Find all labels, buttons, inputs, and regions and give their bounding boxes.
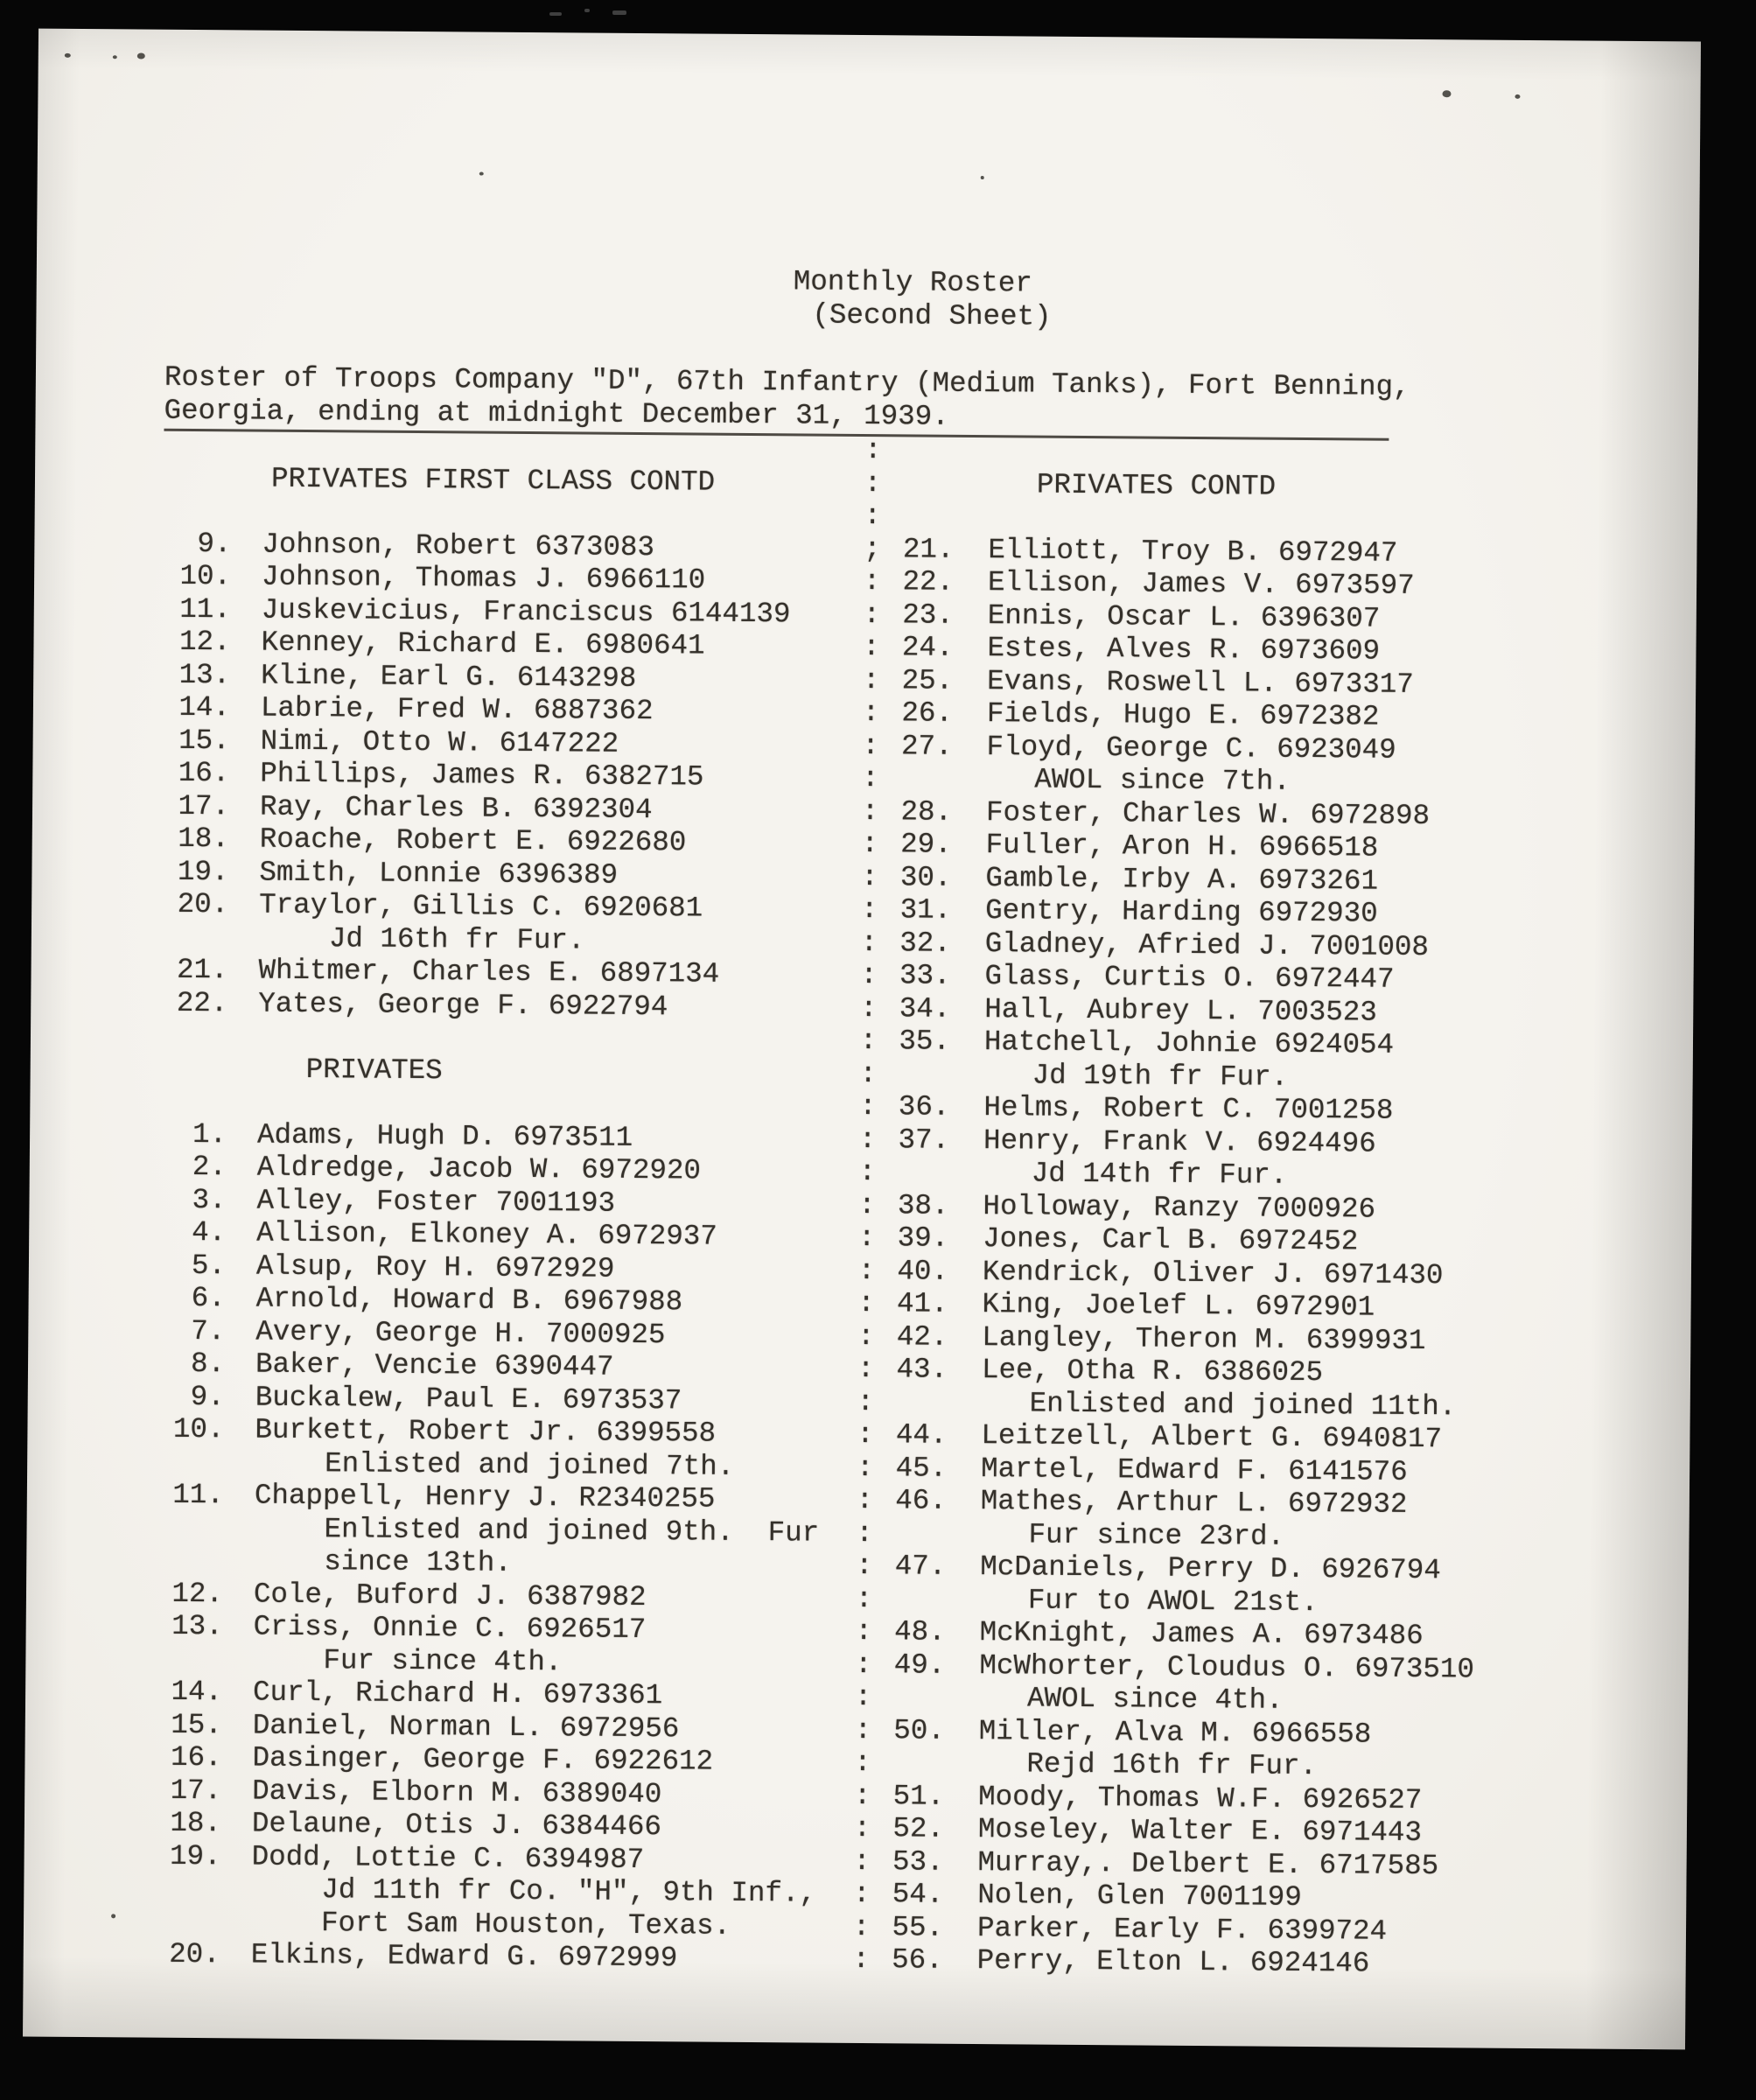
entry-text: Alsup, Roy H. 6972929 [255, 1250, 615, 1285]
entry-text: Avery, George H. 7000925 [255, 1315, 666, 1351]
entry-number: 52. [892, 1812, 945, 1845]
entry-number: 31. [899, 893, 952, 927]
entry-number: 18. [170, 1806, 222, 1840]
entry-text: Langley, Theron M. 6399931 [982, 1320, 1426, 1357]
entry-number: 27. [900, 729, 953, 763]
ink-speck [1442, 90, 1451, 97]
separator-colon: : [858, 1155, 877, 1189]
entry-number: 38. [897, 1188, 949, 1222]
entry-number: 47. [894, 1550, 947, 1583]
entry-number: 19. [177, 855, 229, 888]
continuation-note: Fur since 23rd. [1028, 1518, 1285, 1553]
entry-number: 13. [171, 1609, 223, 1643]
separator-colon: : [859, 1024, 878, 1058]
separator-colon: : [853, 1844, 871, 1878]
separator-colon: ; [863, 532, 881, 565]
continuation-note: Fur to AWOL 21st. [1027, 1584, 1319, 1619]
entry-number: 36. [898, 1090, 950, 1124]
entry-number: 16. [178, 756, 230, 790]
separator-colon: : [864, 434, 882, 467]
entry-number: 30. [899, 860, 952, 894]
continuation-note: Fur since 4th. [323, 1643, 563, 1678]
continuation-note: AWOL since 7th. [1034, 763, 1291, 798]
continuation-note: Fort Sam Houston, Texas. [320, 1906, 731, 1942]
entry-text: Martel, Edward F. 6141576 [981, 1452, 1408, 1488]
entry-text: Kenney, Richard E. 6980641 [261, 626, 705, 662]
entry-number: 17. [178, 789, 230, 822]
entry-number: 3. [192, 1183, 227, 1216]
film-band-mark [612, 10, 626, 15]
film-band-mark [584, 9, 590, 12]
entry-text: Adams, Hugh D. 6973511 [256, 1118, 633, 1154]
entry-text: McKnight, James A. 6973486 [979, 1616, 1424, 1653]
entry-number: 24. [901, 631, 954, 664]
entry-text: Gentry, Harding 6972930 [985, 894, 1378, 930]
separator-colon: : [862, 663, 880, 696]
entry-text: Foster, Charles W. 6972898 [985, 795, 1431, 832]
entry-number: 18. [178, 822, 229, 856]
separator-colon: : [861, 761, 879, 795]
entry-number: 26. [901, 696, 954, 730]
separator-colon: : [853, 1811, 871, 1845]
entry-number: 9. [190, 1380, 225, 1413]
separator-colon: : [859, 991, 878, 1025]
entry-number: 11. [172, 1478, 225, 1512]
separator-colon: : [856, 1516, 873, 1550]
separator-colon: : [858, 1123, 877, 1156]
entry-text: Fields, Hugo E. 6972382 [986, 697, 1380, 733]
entry-text: Miller, Alva M. 6966558 [978, 1714, 1372, 1751]
entry-number: 20. [169, 1937, 220, 1971]
continuation-note: Enlisted and joined 9th. Fur [324, 1512, 820, 1550]
entry-text: Dodd, Lottie C. 6394987 [251, 1840, 645, 1876]
separator-colon: : [854, 1713, 872, 1746]
continuation-note: Enlisted and joined 11th. [1029, 1387, 1457, 1423]
entry-number: 40. [897, 1254, 949, 1288]
separator-colon: : [860, 892, 878, 927]
entry-text: Hall, Aubrey L. 7003523 [984, 992, 1377, 1029]
entry-number: 54. [892, 1878, 944, 1911]
entry-text: Jones, Carl B. 6972452 [983, 1222, 1359, 1258]
section-subheader: PRIVATES [305, 1053, 443, 1087]
entry-number: 46. [895, 1484, 948, 1517]
entry-number: 43. [896, 1353, 948, 1386]
entry-text: Chappell, Henry J. R2340255 [254, 1479, 716, 1516]
entry-text: Moseley, Walter E. 6971443 [977, 1813, 1423, 1850]
entry-text: Floyd, George C. 6923049 [986, 730, 1396, 766]
roster-intro [164, 360, 1410, 441]
separator-colon: : [857, 1352, 875, 1386]
roster-grid [24, 428, 1698, 1983]
entry-number: 25. [901, 663, 954, 697]
entry-number: 7. [191, 1314, 226, 1348]
entry-number: 9. [197, 527, 232, 560]
entry-text: Henry, Frank V. 6924496 [983, 1124, 1376, 1160]
separator-colon: : [864, 466, 882, 500]
section-header-right: PRIVATES CONTD [1036, 468, 1277, 503]
separator-colon: : [864, 500, 882, 533]
separator-colon: : [858, 1188, 876, 1222]
continuation-note: Jd 19th fr Fur. [1032, 1059, 1289, 1094]
separator-colon: : [862, 696, 880, 730]
entry-number: 44. [895, 1418, 948, 1452]
entry-text: Curl, Richard H. 6973361 [252, 1676, 663, 1712]
entry-number: 10. [179, 559, 232, 593]
entry-number: 39. [897, 1222, 949, 1255]
entry-text: McWhorter, Cloudus O. 6973510 [979, 1648, 1475, 1686]
intro-line-1: Roster of Troops Company "D", 67th Infantry (Medium Tanks), Fort Benning, [164, 360, 1410, 403]
separator-colon: : [862, 729, 880, 762]
entry-number: 19. [169, 1839, 221, 1872]
entry-text: Ray, Charles B. 6392304 [259, 790, 653, 826]
separator-colon: : [857, 1254, 876, 1287]
entry-text: Nolen, Glen 7001199 [977, 1879, 1303, 1914]
separator-colon: : [863, 598, 881, 631]
entry-number: 17. [170, 1774, 222, 1807]
entry-number: 1. [192, 1117, 227, 1151]
separator-colon: : [857, 1221, 876, 1255]
ink-speck [65, 53, 71, 58]
entry-text: Gladney, Afried J. 7001008 [984, 927, 1430, 963]
separator-colon: : [860, 926, 878, 959]
entry-number: 5. [191, 1249, 227, 1282]
separator-colon: : [852, 1877, 871, 1911]
entry-text: Burkett, Robert Jr. 6399558 [255, 1413, 717, 1450]
entry-number: 32. [899, 926, 952, 960]
document-title-block [37, 260, 1699, 333]
separator-colon: : [857, 1418, 874, 1452]
film-band-mark [549, 12, 562, 16]
entry-number: 50. [893, 1713, 945, 1747]
separator-colon: : [855, 1549, 873, 1583]
entry-number: 41. [896, 1287, 948, 1320]
entry-text: Ellison, James V. 6973597 [987, 566, 1415, 602]
separator-colon: : [857, 1286, 876, 1320]
entry-number: 13. [178, 658, 231, 691]
entry-text: Murray,. Delbert E. 6717585 [977, 1845, 1439, 1882]
entry-text: Baker, Vencie 6390447 [255, 1348, 614, 1383]
entry-text: Nimi, Otto W. 6147222 [260, 724, 619, 760]
entry-number: 16. [170, 1740, 222, 1774]
separator-colon: : [863, 564, 881, 598]
entry-number: 2. [192, 1150, 227, 1184]
entry-number: 11. [179, 592, 231, 626]
separator-colon: : [854, 1648, 872, 1681]
entry-number: 37. [898, 1123, 950, 1157]
continuation-note: Jd 16th fr Fur. [328, 921, 585, 957]
entry-text: Roache, Robert E. 6922680 [259, 822, 687, 859]
entry-text: Estes, Alves R. 6973609 [987, 632, 1381, 668]
separator-colon: : [861, 794, 879, 828]
entry-text: Cole, Buford J. 6387982 [253, 1578, 647, 1614]
entry-number: 56. [892, 1943, 943, 1977]
entry-number: 12. [178, 625, 231, 659]
entry-text: Leitzell, Albert G. 6940817 [981, 1419, 1443, 1456]
continuation-note: since 13th. [324, 1545, 512, 1579]
entry-text: Criss, Onnie C. 6926517 [253, 1610, 647, 1647]
section-header-left: PRIVATES FIRST CLASS CONTD [270, 462, 716, 499]
entry-number: 51. [892, 1779, 945, 1813]
entry-text: Evans, Roswell L. 6973317 [987, 664, 1414, 701]
separator-colon: : [852, 1910, 871, 1943]
entry-number: 33. [899, 959, 951, 992]
page-title: Monthly Roster [793, 265, 1032, 300]
intro-line-2: Georgia, ending at midnight December 31, 1939. [164, 394, 949, 433]
entry-number: 6. [191, 1281, 226, 1315]
separator-colon: : [853, 1779, 871, 1812]
separator-colon: : [857, 1385, 875, 1418]
entry-text: Phillips, James R. 6382715 [260, 757, 704, 794]
entry-text: Elkins, Edward G. 6972999 [250, 1938, 678, 1975]
entry-text: Alley, Foster 7001193 [256, 1184, 616, 1220]
entry-number: 21. [902, 532, 955, 566]
entry-number: 8. [190, 1347, 226, 1381]
entry-number: 14. [171, 1675, 223, 1709]
entry-text: Buckalew, Paul E. 6973537 [255, 1381, 682, 1417]
separator-colon: : [863, 630, 880, 664]
entry-text: Traylor, Gillis C. 6920681 [259, 888, 703, 925]
entry-number: 21. [176, 953, 228, 987]
entry-text: Juskevicius, Franciscus 6144139 [261, 593, 791, 630]
entry-text: Mathes, Arthur L. 6972932 [980, 1485, 1408, 1521]
entry-number: 42. [896, 1320, 948, 1354]
separator-colon: : [854, 1680, 872, 1714]
separator-colon: : [854, 1746, 871, 1780]
entry-text: Whitmer, Charles E. 6897134 [258, 954, 720, 990]
entry-number: 23. [902, 598, 954, 632]
entry-number: 20. [177, 887, 229, 921]
entry-text: Holloway, Ranzy 7000926 [983, 1189, 1376, 1226]
separator-colon: : [857, 1320, 875, 1353]
entry-text: McDaniels, Perry D. 6926794 [980, 1550, 1441, 1587]
entry-text: Smith, Lonnie 6396389 [259, 856, 619, 892]
entry-number: 29. [900, 828, 952, 861]
separator-colon: : [860, 958, 878, 992]
separator-colon: : [856, 1451, 874, 1484]
continuation-note: Rejd 16th fr Fur. [1026, 1747, 1318, 1783]
separator-colon: : [861, 860, 878, 893]
entry-text: Fuller, Aron H. 6966518 [985, 829, 1379, 864]
entry-text: Delaune, Otis J. 6384466 [251, 1807, 662, 1844]
entry-text: Aldredge, Jacob W. 6972920 [256, 1151, 702, 1187]
entry-text: Moody, Thomas W.F. 6926527 [978, 1780, 1423, 1816]
entry-text: Dasinger, George F. 6922612 [252, 1741, 714, 1778]
entry-text: Daniel, Norman L. 6972956 [252, 1709, 680, 1745]
entry-number: 28. [900, 794, 953, 829]
continuation-note: AWOL since 4th. [1026, 1682, 1284, 1717]
ink-speck [1515, 94, 1520, 99]
separator-colon: : [861, 827, 879, 861]
document-paper [23, 29, 1701, 2050]
entry-text: Davis, Elborn M. 6389040 [252, 1774, 662, 1810]
entry-number: 55. [892, 1910, 944, 1944]
entry-number: 49. [893, 1648, 946, 1682]
continuation-note: Jd 14th fr Fur. [1031, 1157, 1288, 1192]
separator-colon: : [855, 1614, 873, 1648]
ink-speck [113, 55, 117, 59]
entry-text: Johnson, Thomas J. 6966110 [261, 560, 706, 597]
continuation-note: Enlisted and joined 7th. [325, 1446, 735, 1483]
entry-text: Elliott, Troy B. 6972947 [988, 533, 1398, 570]
entry-number: 22. [902, 565, 955, 598]
entry-number: 53. [892, 1844, 944, 1879]
entry-number: 15. [171, 1708, 222, 1741]
entry-text: Labrie, Fred W. 6887362 [260, 691, 654, 728]
entry-number: 10. [172, 1412, 225, 1446]
entry-number: 14. [178, 690, 231, 724]
ink-speck [479, 172, 484, 176]
entry-text: Allison, Elkoney A. 6972937 [256, 1216, 717, 1253]
entry-text: Lee, Otha R. 6386025 [981, 1354, 1324, 1390]
entry-text: King, Joelef L. 6972901 [982, 1288, 1375, 1324]
entry-text: Kline, Earl G. 6143298 [261, 659, 637, 695]
entry-text: Yates, George F. 6922794 [258, 987, 668, 1023]
separator-colon: : [858, 1089, 877, 1124]
entry-number: 4. [192, 1215, 227, 1250]
entry-text: Arnold, Howard B. 6967988 [255, 1282, 683, 1319]
entry-text: Helms, Robert C. 7001258 [983, 1091, 1394, 1127]
entry-number: 34. [899, 991, 951, 1026]
ink-speck [981, 176, 984, 179]
entry-number: 35. [899, 1025, 951, 1058]
separator-colon: : [852, 1942, 871, 1977]
entry-number: 15. [178, 724, 230, 757]
entry-text: Kendrick, Oliver J. 6971430 [982, 1255, 1444, 1292]
separator-colon: : [859, 1057, 878, 1090]
entry-text: Hatchell, Johnie 6924054 [983, 1026, 1395, 1061]
entry-text: Perry, Elton L. 6924146 [976, 1944, 1370, 1980]
entry-text: Ennis, Oscar L. 6396307 [987, 598, 1381, 635]
ink-speck [137, 52, 145, 59]
entry-text: Parker, Early F. 6399724 [976, 1911, 1388, 1948]
entry-number: 12. [171, 1577, 224, 1610]
continuation-note: Jd 11th fr Co. "H", 9th Inf., [321, 1873, 817, 1910]
separator-colon: : [855, 1582, 873, 1615]
entry-text: Glass, Curtis O. 6972447 [984, 960, 1395, 996]
entry-number: 45. [895, 1451, 948, 1485]
entry-number: 48. [894, 1615, 946, 1648]
entry-text: Johnson, Robert 6373083 [262, 528, 655, 564]
entry-text: Gamble, Irby A. 6973261 [985, 861, 1379, 898]
separator-colon: : [856, 1483, 874, 1517]
entry-number: 22. [176, 986, 228, 1019]
page-subtitle: (Second Sheet) [812, 298, 1052, 333]
